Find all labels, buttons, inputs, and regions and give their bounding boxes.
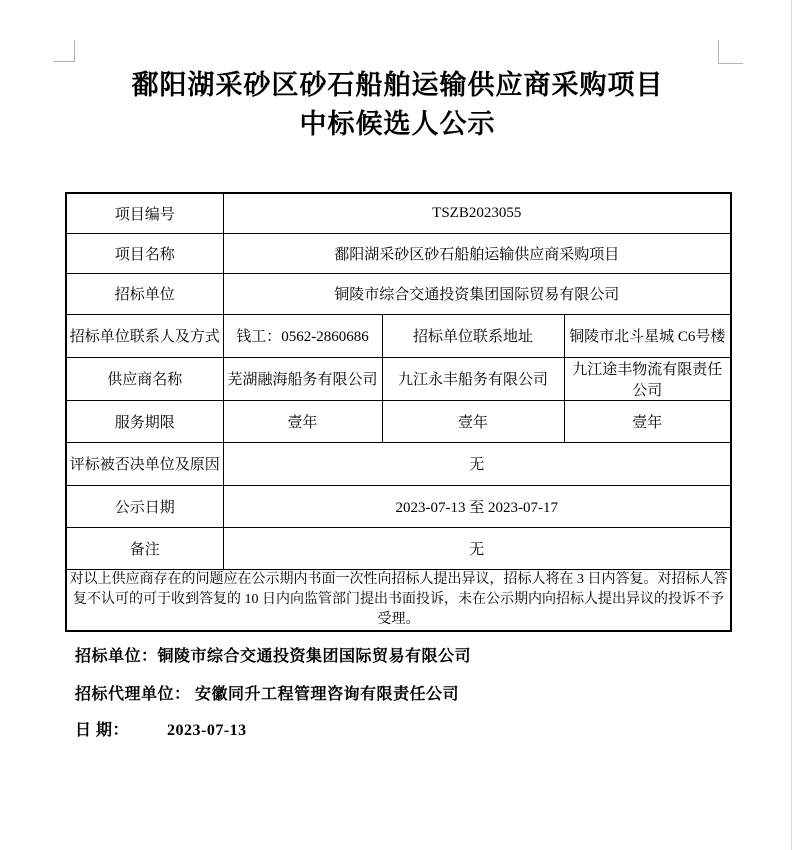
- title-line-1: 鄱阳湖采砂区砂石船舶运输供应商采购项目: [131, 70, 664, 100]
- supplier-2: 九江永丰船务有限公司: [382, 357, 564, 400]
- row-value: 2023-07-13 至 2023-07-17: [223, 485, 731, 527]
- footer-tender-unit: 招标单位：铜陵市综合交通投资集团国际贸易有限公司: [75, 648, 472, 665]
- row-value: 鄱阳湖采砂区砂石船舶运输供应商采购项目: [223, 233, 731, 273]
- announcement-table: [65, 192, 732, 632]
- table-row-suppliers: [66, 357, 731, 400]
- contact-address-value: 铜陵市北斗星城 C6号楼: [564, 314, 731, 357]
- footer-date-value: 2023-07-13: [167, 722, 247, 739]
- table-row-project-name: [66, 233, 731, 273]
- footer-agency: 招标代理单位： 安徽同升工程管理咨询有限责任公司: [75, 686, 460, 703]
- row-label: 招标单位联系人及方式: [66, 314, 223, 357]
- document-title: [0, 66, 795, 144]
- table-row-remark: [66, 527, 731, 569]
- service-term-3: 壹年: [564, 400, 731, 442]
- title-line-2: 中标候选人公示: [299, 109, 496, 139]
- row-label: 评标被否决单位及原因: [66, 442, 223, 485]
- text-boundary-mark-top-left: [53, 40, 75, 62]
- footer-date-label: 日 期：: [75, 722, 130, 739]
- row-label: 服务期限: [66, 400, 223, 442]
- footer-date: [75, 717, 247, 740]
- table-row-rejected: [66, 442, 731, 485]
- table-row-footnote: [66, 569, 731, 631]
- row-value: 铜陵市综合交通投资集团国际贸易有限公司: [223, 273, 731, 314]
- supplier-1: 芜湖融海船务有限公司: [223, 357, 382, 400]
- row-label: 供应商名称: [66, 357, 223, 400]
- footnote-text: 对以上供应商存在的问题应在公示期内书面一次性向招标人提出异议，招标人将在 3 日内答复。对招标人答复不认可的可于收到答复的 10 日内向监管部门提出书面投诉，未在公示期内向招标人提出异议的投诉不予受理。: [66, 569, 731, 631]
- row-label: 招标单位: [66, 273, 223, 314]
- service-term-2: 壹年: [382, 400, 564, 442]
- table-row-publicity-date: [66, 485, 731, 527]
- supplier-3: 九江途丰物流有限责任公司: [564, 357, 731, 400]
- contact-value: 钱工：0562-2860686: [223, 314, 382, 357]
- row-label: 项目编号: [66, 193, 223, 233]
- row-label: 项目名称: [66, 233, 223, 273]
- table-row-project-no: [66, 193, 731, 233]
- row-value: 无: [223, 527, 731, 569]
- text-boundary-mark-top-right: [718, 40, 743, 64]
- row-label: 备注: [66, 527, 223, 569]
- contact-address-label: 招标单位联系地址: [382, 314, 564, 357]
- row-value: 无: [223, 442, 731, 485]
- row-label: 公示日期: [66, 485, 223, 527]
- table-row-tender-unit: [66, 273, 731, 314]
- row-value: TSZB2023055: [223, 193, 731, 233]
- table-row-service-term: [66, 400, 731, 442]
- service-term-1: 壹年: [223, 400, 382, 442]
- table-row-contact: [66, 314, 731, 357]
